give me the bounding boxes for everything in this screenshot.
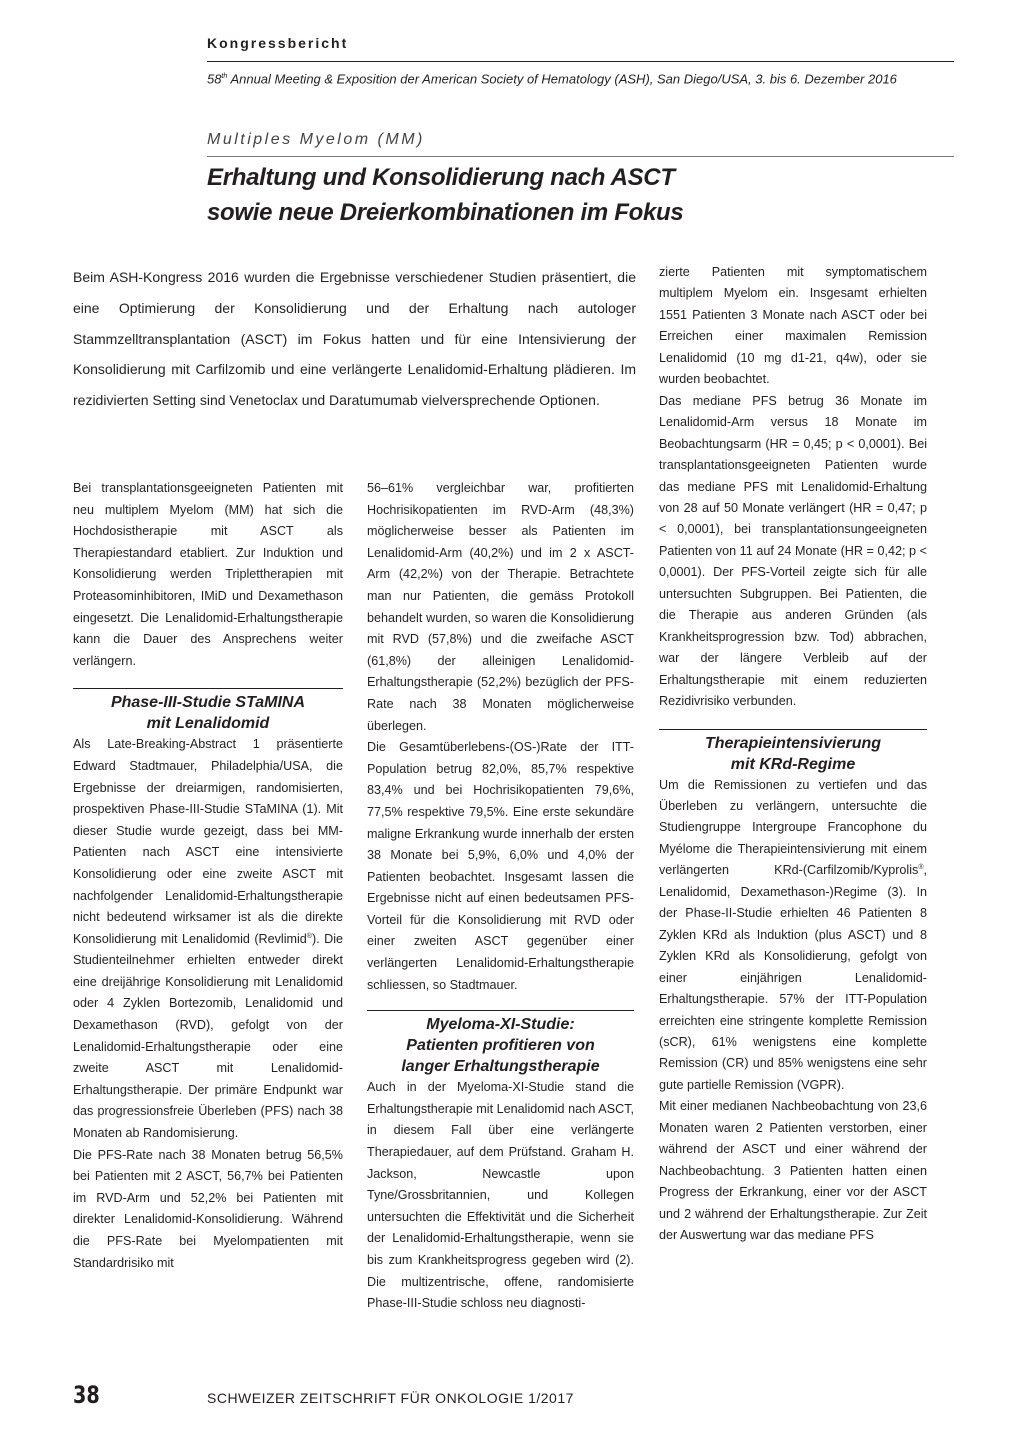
lead-paragraph: Beim ASH-Kongress 2016 wurden die Ergebnisse verschiedener Studien präsentiert, die eine Optimierung der Konsolidierung und der Erhaltung nach autologer Stammzelltransplantation (ASCT) im Fokus hatten und für eine Intensivierung der Konsolidierung mit Carfilzomib und eine verlängerte Lenalidomid-Erhaltung plädieren. Im rezidivierten Setting sind Venetoclax und Daratumumab vielversprechende Optionen. (73, 269, 636, 409)
paragraph (73, 734, 343, 1144)
column-2 (367, 478, 634, 1315)
paragraph (659, 775, 927, 1097)
article-topic: Multiples Myelom (MM) (207, 131, 425, 148)
subheading-line: Myeloma-XI-Studie: (426, 1016, 575, 1034)
column-3 (659, 262, 927, 1246)
subheading-line: Phase-III-Studie STaMINA (110, 694, 306, 712)
paragraph: Die Gesamtüberlebens-(OS-)Rate der ITT-Population betrug 82,0%, 85,7% respektive 83,4% und bei Hochrisikopatienten 79,6%, 77,5% respektive 79,5%. Eine erste sekundäre maligne Erkrankung wurde innerhalb der ersten 38 Monate bei 5,9%, 6,0% und 4,0% der Patienten beobachtet. Insgesamt lassen die Ergebnisse nicht auf einen bedeutsamen PFS-Vorteil für die Konsolidierung mit RVD oder einer zweiten ASCT gegenüber einer verlängerten Lenalidomid-Erhaltungstherapie schliessen, so Stadtmauer. (367, 740, 634, 992)
journal-name: SCHWEIZER ZEITSCHRIFT FÜR ONKOLOGIE 1/2017 (207, 1390, 574, 1406)
paragraph: 56–61% vergleichbar war, profitierten Hochrisikopatienten im RVD-Arm (48,3%) möglicherweise besser als Patienten im Lenalidomid-Arm (40,2%) und im 2 x ASCT-Arm (42,2%) von der Therapie. Betrachtete man nur Patienten, die gemäss Protokoll behandelt wurden, so waren die Konsolidierung mit RVD (57,8%) und die zweifache ASCT (61,8%) der alleinigen Lenalidomid-Erhaltungstherapie (52,2%) bezüglich der PFS-Rate nach 38 Monaten möglicherweise überlegen. (367, 481, 634, 733)
title-line-1: Erhaltung und Konsolidierung nach ASCT (207, 164, 675, 191)
paragraph: Das mediane PFS betrug 36 Monate im Lenalidomid-Arm versus 18 Monate im Beobachtungsarm (HR = 0,45; p < 0,0001). Bei transplantationsgeeigneten Patienten wurde das mediane PFS mit Lenalidomid-Erhaltung von 28 auf 50 Monate verlängert (HR = 0,47; p < 0,0001), bei transplantationsungeeigneten Patienten von 11 auf 24 Monate (HR = 0,42; p < 0,0001). Der PFS-Vorteil zeigte sich für alle untersuchten Subgruppen. Bei Patienten, die die Therapie aus anderen Gründen (als Krankheitsprogression bzw. Tod) abbrachen, war der längere Verbleib auf der Erhaltungstherapie mit einem reduzierten Rezidivrisiko verbunden. (659, 393, 927, 709)
paragraph: Die PFS-Rate nach 38 Monaten betrug 56,5% bei Patienten mit 2 ASCT, 56,7% bei Patienten im RVD-Arm und 52,2% bei Patienten mit direkter Lenalidomid-Konsolidierung. Während die PFS-Rate bei Myelompatienten mit Standardrisiko mit (73, 1147, 343, 1270)
meeting-ordinal-suffix: th (221, 73, 228, 80)
paragraph: zierte Patienten mit symptomatischem multiplem Myelom ein. Insgesamt erhielten 1551 Patienten 3 Monate nach ASCT oder bei Erreichen einer maximalen Remission Lenalidomid (10 mg d1-21, q4w), oder sie wurden beobachtet. (659, 265, 927, 387)
subheading-line: Therapieintensivierung (704, 734, 882, 752)
subheading-stamina (73, 688, 343, 734)
subheading-myeloma-xi (367, 1010, 634, 1077)
title-line-2: sowie neue Dreierkombinationen im Fokus (207, 199, 684, 226)
paragraph: Auch in der Myeloma-XI-Studie stand die Erhaltungstherapie mit Lenalidomid nach ASCT, in diesem Fall über eine verlängerte Therapiedauer, auf dem Prüfstand. Graham H. Jackson, Newcastle upon Tyne/Grossbritannien, und Kollegen untersuchten die Effektivität und die Sicherheit der Lenalidomid-Erhaltungstherapie, wenn sie bis zum Krankheitsprogress gegeben wird (2). Die multizentrische, offene, randomisierte Phase-III-Studie schloss neu diagnosti- (367, 1080, 634, 1311)
paragraph: Bei transplantationsgeeigneten Patienten mit neu multiplem Myelom (MM) hat sich die Hochdosistherapie mit ASCT als Therapiestandard etabliert. Zur Induktion und Konsolidierung werden Triplettherapien mit Proteasominhibitoren, IMiD und Dexamethason eingesetzt. Die Lenalidomid-Erhaltungstherapie kann die Dauer des Ansprechens weiter verlängern. (73, 481, 343, 668)
subheading-line: langer Erhaltungstherapie (401, 1058, 600, 1076)
text-run: ). Die Studienteilnehmer erhielten entweder direkt eine dreijährige Konsolidierung mit Lenalidomid oder 4 Zyklen Bortezomib, Lenalidomid und Dexamethason (RVD), gefolgt von der Lenalidomid-Erhaltungstherapie oder eine zweite ASCT mit Lenalidomid-Erhaltungstherapie. Der primäre Endpunkt war das progressionsfreie Überleben (PFS) nach 38 Monaten ab Randomisierung. (73, 931, 343, 1141)
meeting-text: Annual Meeting & Exposition der American Society of Hematology (ASH), San Diego/USA, 3. bis 6. Dezember 2016 (227, 71, 897, 87)
subheading-line: Patienten profitieren von (406, 1037, 595, 1055)
registered-mark: ® (918, 864, 924, 872)
topic-rule (207, 156, 954, 157)
header-rule (207, 61, 954, 62)
column-1 (73, 478, 343, 1274)
page-number: 38 (73, 1381, 100, 1409)
paragraph: Mit einer medianen Nachbeobachtung von 23,6 Monaten waren 2 Patienten verstorben, einer während der ASCT und einer während der Nachbeobachtung. 3 Patienten hatten einen Progress der Erkrankung, einer vor der ASCT und 2 während der Erhaltungstherapie. Zur Zeit der Auswertung war das mediane PFS (659, 1099, 927, 1243)
subheading-line: mit Lenalidomid (146, 715, 270, 733)
subheading-line: mit KRd-Regime (730, 755, 856, 773)
meeting-line (207, 67, 954, 88)
article-title (207, 160, 947, 230)
registered-mark: ® (306, 932, 312, 940)
section-label: Kongressbericht (207, 35, 349, 51)
meeting-ordinal: 58 (207, 71, 222, 87)
text-run: Als Late-Breaking-Abstract 1 präsentierte Edward Stadtmauer, Philadelphia/USA, die Ergebnisse der dreiarmigen, randomisierten, prospektiven Phase-III-Studie STaMINA (1). Mit dieser Studie wurde gezeigt, dass bei MM-Patienten nach ASCT eine intensivierte Konsolidierung oder eine zweite ASCT mit nachfolgender Lenalidomid-Erhaltungstherapie nicht bedeutend wirksamer ist als die direkte Konsolidierung mit Lenalidomid (Revlimid (73, 737, 343, 946)
text-run: Um die Remissionen zu vertiefen und das Überleben zu verlängern, untersuchte die Studiengruppe Intergroupe Francophone du Myélome die Therapieintensivierung mit einem verlängerten KRd-(Carfilzomib/Kyprolis (659, 777, 927, 878)
subheading-krd (659, 729, 927, 775)
text-run: , Lenalidomid, Dexamethason-)Regime (3). In der Phase-II-Studie erhielten 46 Patienten 8 Zyklen KRd als Induktion (plus ASCT) und 8 Zyklen KRd als Konsolidierung, gefolgt von einer einjährigen Lenalidomid-Erhaltungstherapie. 57% der ITT-Population erreichten eine stringente komplette Remission (sCR), 61% wenigstens eine komplette Remission (CR) und 85% wenigstens eine sehr gute partielle Remission (VGPR). (659, 863, 927, 1092)
